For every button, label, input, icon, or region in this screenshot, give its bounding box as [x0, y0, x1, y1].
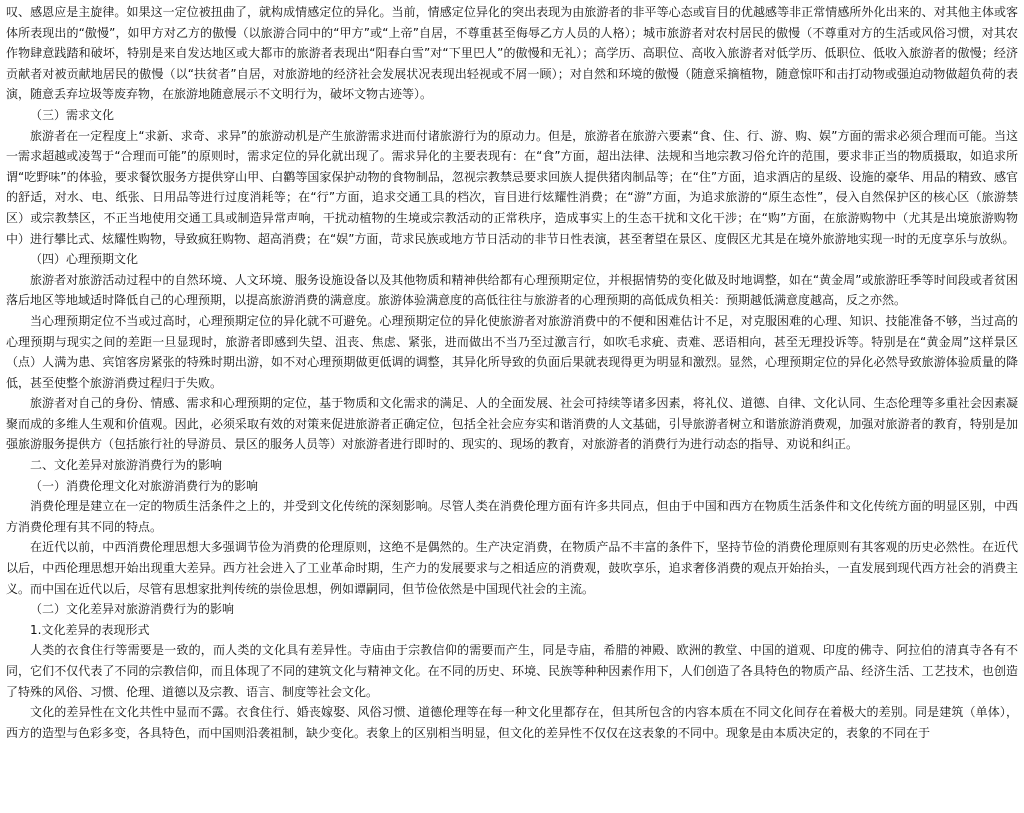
section-heading: （四）心理预期文化 — [30, 252, 139, 267]
paragraph: 当心理预期定位不当或过高时，心理预期定位的异化就不可避免。心理预期定位的异化使旅游者对旅游消费中的不便和困难估计不足，对克服困难的心理、知识、技能准备不够，当过高的心理预期与现实之间的差距一旦显现时，旅游者即感到失望、沮丧、焦虑、紧张，进而做出不当乃至过激言行，如吹毛求疵、责难、恶语相向，甚至无理投诉等。特别是在“黄金周”这样景区（点）人满为患、宾馆客房紧张的特殊时期出游，如不对心理预期做更低调的调整，其异化所导致的负面后果就表现得更为明显和激烈。显然，心理预期定位的异化必然导致旅游体验质量的降低，甚至使整个旅游消费过程归于失败。 — [6, 313, 1018, 390]
paragraph: 旅游者在一定程度上“求新、求奇、求异”的旅游动机是产生旅游需求进而付诸旅游行为的原动力。但是，旅游者在旅游六要素“食、住、行、游、购、娱”方面的需求必须合理而可能。当这一需求超越或凌驾于“合理而可能”的原则时，需求定位的异化就出现了。需求异化的主要表现有：在“食”方面，超出法律、法规和当地宗教习俗允许的范围，要求非正当的物质摄取，如追求所谓“吃野味”的体验，要求餐饮服务方提供穿山甲、白鹳等国家保护动物的食物制品，忽视宗教禁忌要求回族人提供猪肉制品等；在“住”方面，追求酒店的星级、设施的豪华、用品的精致、感官的舒适，对水、电、纸张、日用品等进行过度消耗等；在“行”方面，追求交通工具的档次，盲目进行炫耀性消费；在“游”方面，为追求旅游的“原生态性”，侵入自然保护区的核心区（旅游禁区）或宗教禁区，不正当地使用交通工具或制造异常声响，干扰动植物的生境或宗教活动的正常秩序，造成事实上的生态干扰和文化干涉；在“购”方面，在旅游购物中（尤其是出境旅游购物中）进行攀比式、炫耀性购物，导致疯狂购物、超高消费；在“娱”方面，苛求民族或地方节日活动的非节日性表演，甚至奢望在景区、度假区尤其是在境外旅游地实现一时的无度享乐与放纵。 — [6, 128, 1018, 246]
paragraph: 叹、感恩应是主旋律。如果这一定位被扭曲了，就构成情感定位的异化。当前，情感定位异化的突出表现为由旅游者的非平等心态或盲目的优越感等非正常情感所外化出来的、对其他主体或客体所表现出的“傲慢”，如甲方对乙方的傲慢（以旅游合同中的“甲方”或“上帝”自居，不尊重甚至侮辱乙方人员的人格）；城市旅游者对农村居民的傲慢（不尊重对方的生活或风俗习惯，对其农作物肆意践踏和破坏，特别是来自发达地区或大都市的旅游者表现出“阳春白雪”对“下里巴人”的傲慢和无礼）；高学历、高职位、高收入旅游者对低学历、低职位、低收入旅游者的傲慢；经济贡献者对被贡献地居民的傲慢（以“扶贫者”自居，对旅游地的经济社会发展状况表现出轻视或不屑一顾）；对自然和环境的傲慢（随意采摘植物，随意惊吓和击打动物或强迫动物做超负荷的表演，随意丢弃垃圾等废弃物，在旅游地随意展示不文明行为，破坏文物古迹等）。 — [6, 5, 1018, 102]
paragraph: 在近代以前，中西消费伦理思想大多强调节俭为消费的伦理原则，这绝不是偶然的。生产决定消费，在物质产品不丰富的条件下，坚持节俭的消费伦理原则有其客观的历史必然性。在近代以后，中西伦理思想开始出现重大差异。西方社会进入了工业革命时期，生产力的发展要求与之相适应的消费观，鼓吹享乐，追求奢侈消费的观点开始抬头，一直发展到现代西方社会的消费主义。而中国在近代以后，尽管有思想家批判传统的崇俭思想，例如谭嗣同，但节俭依然是中国现代社会的主流。 — [6, 540, 1018, 596]
paragraph: 旅游者对自己的身份、情感、需求和心理预期的定位，基于物质和文化需求的满足、人的全面发展、社会可持续等诸多因素，将礼仪、道德、自律、文化认同、生态伦理等多重社会因素凝聚而成的多维人生观和价值观。因此，必须采取有效的对策来促进旅游者正确定位，包括全社会应夯实和谐消费的人文基础，引导旅游者树立和谐旅游消费观，加强对旅游者的教育，特别是加强旅游服务提供方（包括旅行社的导游员、景区的服务人员等）对旅游者进行即时的、现实的、现场的教育，对旅游者的消费行为进行动态的指导、劝说和纠正。 — [6, 396, 1018, 452]
section-heading: （一）消费伦理文化对旅游消费行为的影响 — [30, 478, 259, 493]
section-heading: （三）需求文化 — [30, 107, 115, 122]
section-heading: （二）文化差异对旅游消费行为的影响 — [30, 602, 235, 617]
paragraph: 旅游者对旅游活动过程中的自然环境、人文环境、服务设施设备以及其他物质和精神供给都有心理预期定位，并根据情势的变化做及时地调整，如在“黄金周”或旅游旺季等时间段或者贫困落后地区等地域适时降低自己的心理预期，以提高旅游消费的满意度。旅游体验满意度的高低往往与旅游者的心理预期的高低成负相关：预期越低满意度越高，反之亦然。 — [6, 272, 1018, 308]
section-heading: 二、文化差异对旅游消费行为的影响 — [30, 458, 223, 473]
paragraph: 消费伦理是建立在一定的物质生活条件之上的，并受到文化传统的深刻影响。尽管人类在消费伦理方面有许多共同点，但由于中国和西方在物质生活条件和文化传统方面的明显区别，中西方消费伦理有其不同的特点。 — [6, 499, 1018, 534]
paragraph: 文化的差异性在文化共性中显而不露。衣食住行、婚丧嫁娶、风俗习惯、道德伦理等在每一种文化里都存在，但其所包含的内容本质在不同文化间存在着极大的差别。同是建筑（单体），西方的造型与色彩多变，各具特色，而中国则沿袭祖制，缺少变化。表象上的区别相当明显，但文化的差异性不仅仅在这表象的不同中。现象是由本质决定的，表象的不同在于 — [6, 705, 1018, 740]
paragraph: 人类的衣食住行等需要是一致的，而人类的文化具有差异性。寺庙由于宗教信仰的需要而产生，同是寺庙，希腊的神殿、欧洲的教堂、中国的道观、印度的佛寺、阿拉伯的清真寺各有不同，它们不仅代表了不同的宗教信仰，而且体现了不同的建筑文化与精神文化。在不同的历史、环境、民族等种种因素作用下，人们创造了各具特色的物质产品、经济生活、工艺技术，也创造了特殊的风俗、习惯、伦理、道德以及宗教、语言、制度等社会文化。 — [6, 643, 1018, 699]
section-heading: 1.文化差异的表现形式 — [30, 622, 150, 637]
